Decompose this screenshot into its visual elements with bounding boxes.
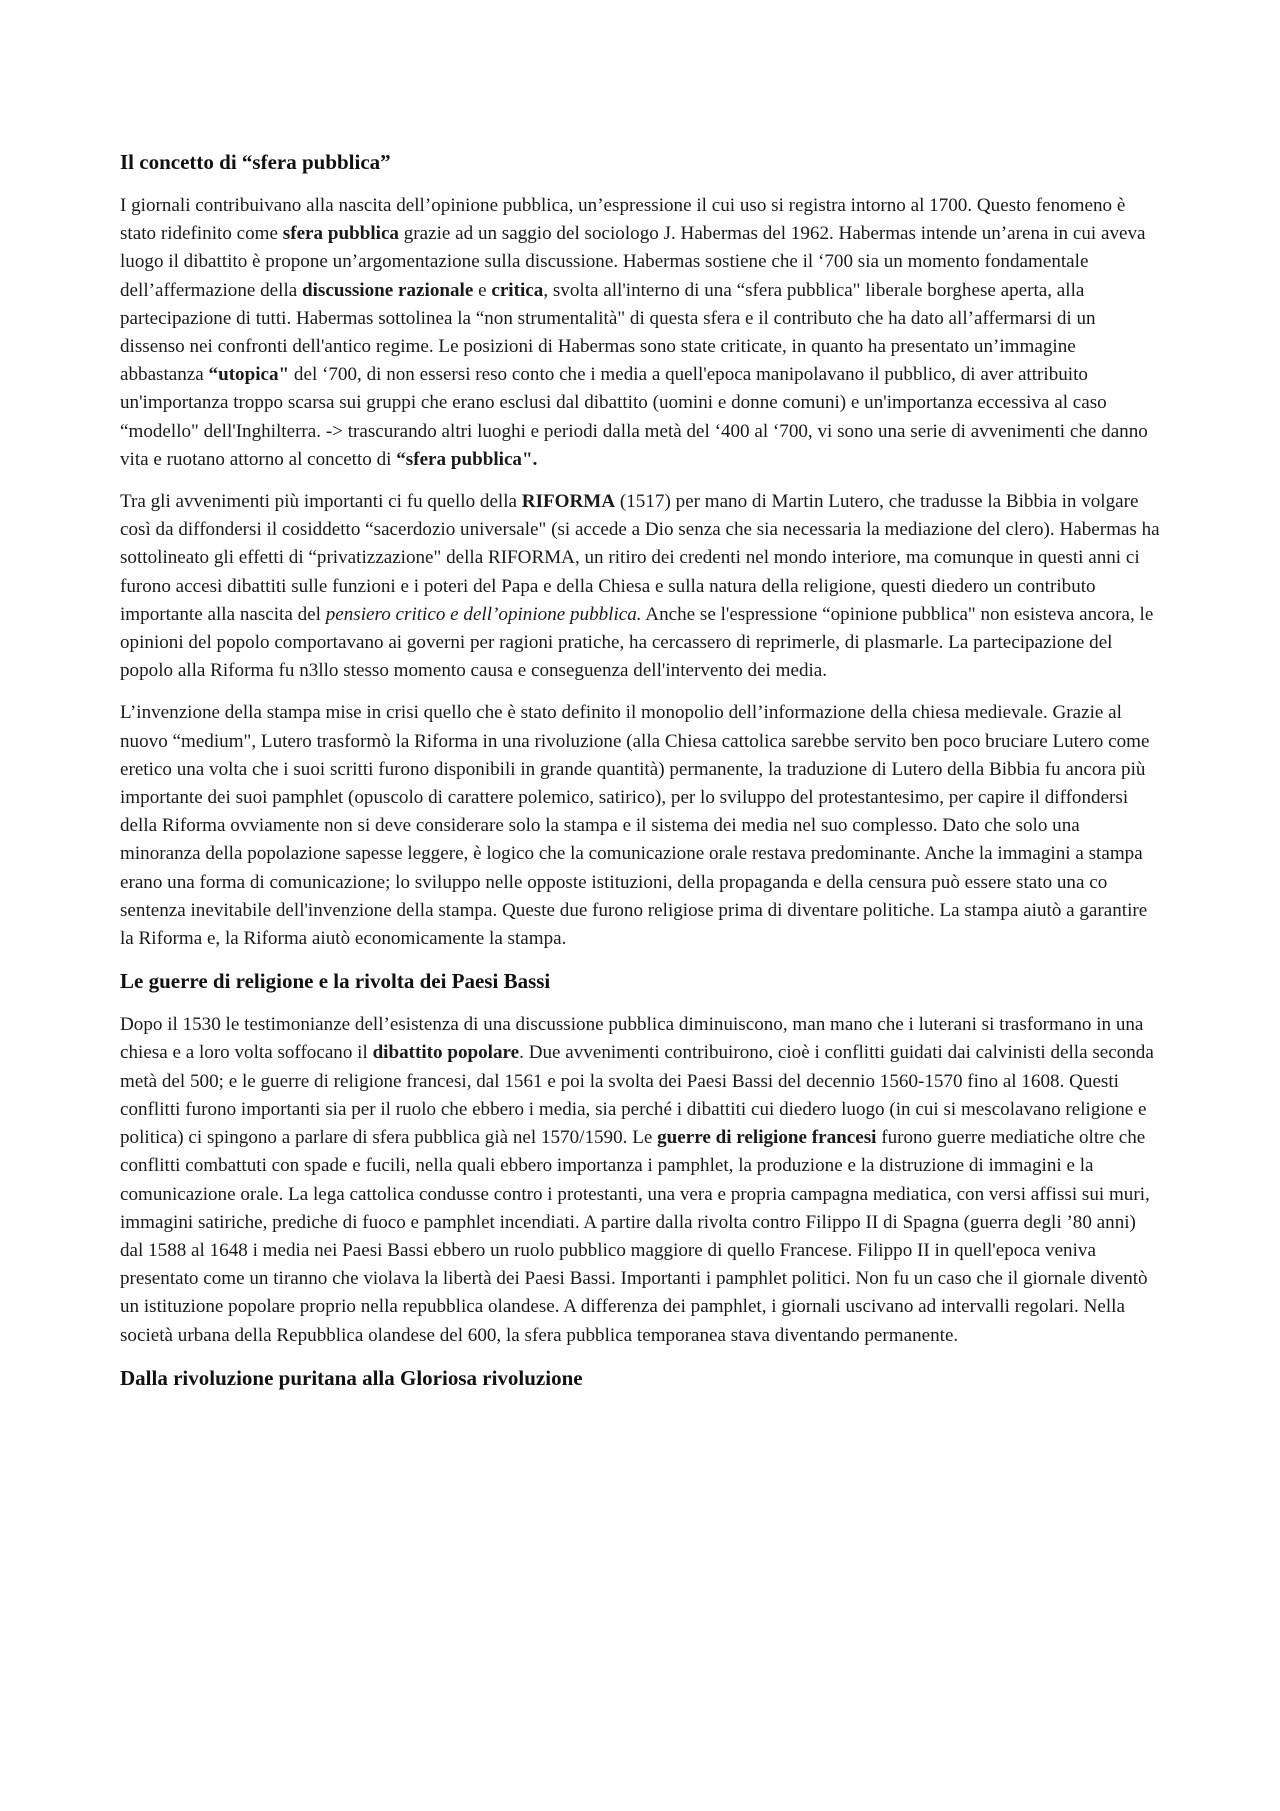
bold-term: discussione razionale	[302, 279, 474, 301]
paragraph-riforma	[120, 488, 1160, 685]
paragraph-guerre	[120, 1011, 1160, 1349]
text-run: . Due avvenimenti contribuirono, cioè i conflitti guidati dai calvinisti della seconda metà del 500; e le guerre di religione francesi, dal 1561 e poi la svolta dei Paesi Bassi del decennio 1560-1570 fino al 1608. Questi conflitti furono importanti sia per il ruolo che ebbero i media, sia perché i dibattiti cui diedero luogo (in cui si mescolavano religione e politica) ci spingono a parlare di sfera pubblica già nel 1570/1590. Le	[120, 1042, 1154, 1149]
text-run: , svolta all'interno di una “sfera pubblica" liberale borghese aperta, alla partecipazione di tutti. Habermas sottolinea la “non strumentalità" di questa sfera e il contributo che ha dato all’affermarsi di un dissenso nei confronti dell'antico regime. Le posizioni di Habermas sono state criticate, in quanto ha presentato un’immagine abbastanza	[120, 279, 1096, 386]
section-title-rivoluzione-puritana: Dalla rivoluzione puritana alla Gloriosa rivoluzione	[120, 1365, 583, 1390]
text-run: grazie ad un saggio del sociologo J. Habermas del 1962. Habermas intende un’arena in cui aveva luogo il dibattito è propone un’argomentazione sulla discussione. Habermas sostiene che il ‘700 sia un momento fondamentale dell’affermazione della	[120, 223, 1146, 301]
bold-term: RIFORMA	[521, 491, 616, 513]
section-title-sfera-pubblica: Il concetto di “sfera pubblica”	[120, 150, 391, 174]
text-run: Anche se l'espressione “opinione pubblica" non esisteva ancora, le opinioni del popolo comportavano ai governi per ragioni pratiche, ha cercassero di reprimerle, di plasmarle. La partecipazione del popolo alla Riforma fu n3llo stesso momento causa e conseguenza dell'intervento dei media.	[120, 603, 1154, 682]
text-run: (1517) per mano di Martin Lutero, che tradusse la Bibbia in volgare così da diffondersi il cosiddetto “sacerdozio universale" (si accede a Dio senza che sia necessaria la mediazione del clero). Habermas ha sottolineato gli effetti di “privatizzazione" della RIFORMA, un ritiro dei credenti nel mondo interiore, ma comunque in questi anni ci furono accesi dibattiti sulle funzioni e i poteri del Papa e della Chiesa e sulla natura della religione, questi diedero un contributo importante alla nascita del	[120, 491, 1160, 625]
text-run: Dopo il 1530 le testimonianze dell’esistenza di una discussione pubblica diminuiscono, man mano che i luterani si trasformano in una chiesa e a loro volta soffocano il	[120, 1014, 1144, 1064]
text-run: Tra gli avvenimenti più importanti ci fu quello della	[120, 491, 522, 513]
text-run: e	[473, 279, 492, 301]
bold-term: dibattito popolare	[372, 1042, 520, 1064]
text-run: furono guerre mediatiche oltre che conflitti combattuti con spade e fucili, nella quali ebbero importanza i pamphlet, la produzione e la distruzione di immagini e la comunicazione orale. La lega cattolica condusse contro i protestanti, una vera e propria campagna mediatica, con versi affissi sui muri, immagini satiriche, prediche di fuoco e pamphlet incendiati. A partire dalla rivolta contro Filippo II di Spagna (guerra degli ’80 anni) dal 1588 al 1648 i media nei Paesi Bassi ebbero un ruolo pubblico maggiore di quello Francese. Filippo II in quell'epoca veniva presentato come un tiranno che violava la libertà dei Paesi Bassi. Importanti i pamphlet politici. Non fu un caso che il giornale diventò un istituzione popolare proprio nella repubblica olandese. A differenza dei pamphlet, i giornali uscivano ad intervalli regolari. Nella società urbana della Repubblica olandese del 600, la sfera pubblica temporanea stava diventando permanente.	[120, 1127, 1150, 1346]
bold-term: “sfera pubblica".	[396, 448, 538, 470]
bold-term: guerre di religione francesi	[657, 1127, 877, 1149]
bold-term: critica	[491, 279, 544, 301]
paragraph-habermas	[120, 192, 1160, 474]
italic-term: pensiero critico e dell’opinione pubblica.	[325, 603, 642, 625]
text-run: I giornali contribuivano alla nascita dell’opinione pubblica, un’espressione il cui uso si registra intorno al 1700. Questo fenomeno è stato ridefinito come	[120, 195, 1126, 245]
bold-term: “utopica"	[208, 364, 290, 386]
paragraph-stampa: L’invenzione della stampa mise in crisi quello che è stato definito il monopolio dell’informazione della chiesa medievale. Grazie al nuovo “medium", Lutero trasformò la Riforma in una rivoluzione (alla Chiesa cattolica sarebbe servito ben poco bruciare Lutero come eretico una volta che i suoi scritti furono disponibili in grande quantità) permanente, la traduzione di Lutero della Bibbia fu ancora più importante dei suoi pamphlet (opuscolo di carattere polemico, satirico), per lo sviluppo del protestantesimo, per capire il diffondersi della Riforma ovviamente non si deve considerare solo la stampa e il sistema dei media nel suo complesso. Dato che solo una minoranza della popolazione sapesse leggere, è logico che la comunicazione orale restava predominante. Anche la immagini a stampa erano una forma di comunicazione; lo sviluppo nelle opposte istituzioni, della propaganda e della censura può essere stato una co sentenza inevitabile dell'invenzione della stampa. Queste due furono religiose prima di diventare politiche. La stampa aiutò a garantire la Riforma e, la Riforma aiutò economicamente la stampa.	[120, 702, 1150, 950]
section-title-guerre-religione: Le guerre di religione e la rivolta dei Paesi Bassi	[120, 969, 551, 994]
bold-term: sfera pubblica	[282, 223, 399, 245]
text-run: del ‘700, di non essersi reso conto che i media a quell'epoca manipolavano il pubblico, di aver attribuito un'importanza troppo scarsa sui gruppi che erano esclusi dal dibattito (uomini e donne comuni) e un'importanza eccessiva al caso “modello" dell'Inghilterra. -> trascurando altri luoghi e periodi dalla metà del ‘400 al ‘700, vi sono una serie di avvenimenti che danno vita e ruotano attorno al concetto di	[120, 364, 1148, 470]
